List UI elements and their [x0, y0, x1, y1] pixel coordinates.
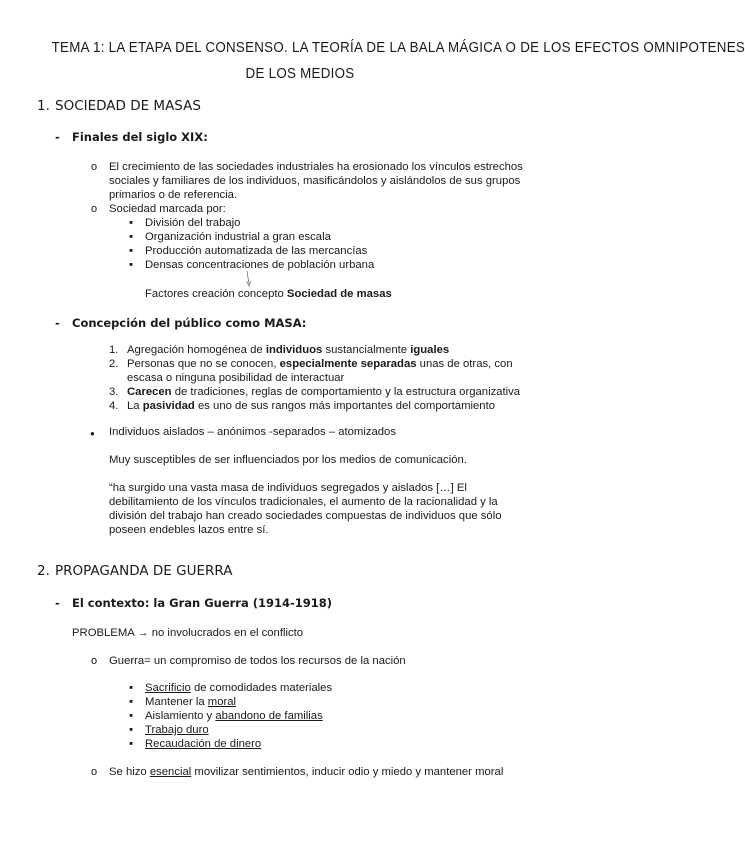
quote-line: poseen endebles lazos entre sí. [109, 524, 269, 536]
problema-line: PROBLEMA → no involucrados en el conflicto [72, 627, 304, 639]
numbered-marker: 4. [109, 400, 119, 412]
quote-line: división del trabajo han creado sociedades compuestas de individuos que sólo [109, 510, 502, 522]
subsection-heading-contexto: El contexto: la Gran Guerra (1914-1918) [72, 596, 333, 610]
square-bullet-icon: ▪ [129, 724, 134, 736]
individuos-aislados: Individuos aislados – anónimos -separados – atomizados [109, 426, 396, 438]
numbered-item-continuation: escasa o ninguna posibilidad de interactuar [127, 372, 345, 384]
subsection-dash: - [55, 596, 60, 610]
section-2-number: 2. [37, 563, 50, 579]
susceptibles-text: Muy susceptibles de ser influenciados por los medios de comunicación. [109, 454, 467, 466]
subsection-heading-masa: Concepción del público como MASA: [72, 316, 307, 330]
paragraph-line: El crecimiento de las sociedades industriales ha erosionado los vínculos estrechos [109, 161, 523, 173]
square-bullet-icon: ▪ [129, 259, 134, 271]
section-1-heading: SOCIEDAD DE MASAS [55, 98, 201, 114]
list-item: Mantener la moral [145, 696, 237, 708]
factores-prefix: Factores creación concepto [145, 288, 287, 300]
section-1-number: 1. [37, 98, 50, 114]
subsection-dash: - [55, 316, 60, 330]
factores-bold: Sociedad de masas [286, 288, 392, 300]
circle-bullet-marker: o [91, 203, 98, 215]
circle-bullet-marker: o [91, 766, 98, 778]
list-item: Sacrificio de comodidades materiales [145, 682, 333, 694]
list-item: Densas concentraciones de población urbana [145, 259, 375, 271]
subsection-dash: - [55, 130, 60, 144]
list-item: Aislamiento y abandono de familias [145, 710, 323, 722]
square-bullet-icon: ▪ [129, 245, 134, 257]
square-bullet-icon: ▪ [129, 738, 134, 750]
quote-line: “ha surgido una vasta masa de individuos segregados y aislados […] El [109, 482, 467, 494]
circle-bullet-marker: o [91, 655, 98, 667]
list-item: División del trabajo [145, 217, 241, 229]
numbered-item: Carecen de tradiciones, reglas de comportamiento y la estructura organizativa [127, 386, 521, 398]
document-title-line-2: DE LOS MEDIOS [245, 66, 355, 82]
numbered-marker: 3. [109, 386, 119, 398]
square-bullet-icon: ▪ [129, 231, 134, 243]
quote-line: debilitamiento de los vínculos tradicionales, el aumento de la racionalidad y la [109, 496, 498, 508]
factores-line [145, 287, 392, 301]
list-item: Producción automatizada de las mercancías [145, 245, 368, 257]
paragraph-line: primarios o de referencia. [109, 189, 238, 201]
numbered-marker: 2. [109, 358, 119, 370]
list-item: Organización industrial a gran escala [145, 231, 331, 243]
circle-bullet-marker: o [91, 161, 98, 173]
paragraph-line: sociales y familiares de los individuos, masificándolos y aislándolos de sus grupos [109, 175, 521, 187]
square-bullet-icon: ▪ [129, 682, 134, 694]
section-2-heading: PROPAGANDA DE GUERRA [55, 563, 233, 579]
guerra-definition: Guerra= un compromiso de todos los recursos de la nación [109, 655, 406, 667]
numbered-item: Personas que no se conocen, especialmente separadas unas de otras, con [127, 358, 513, 370]
numbered-item: La pasividad es uno de sus rangos más importantes del comportamiento [127, 400, 495, 412]
movilizar-line: Se hizo esencial movilizar sentimientos, inducir odio y miedo y mantener moral [109, 766, 504, 778]
sociedad-marcada-label: Sociedad marcada por: [109, 203, 226, 215]
document-title-line-1: TEMA 1: LA ETAPA DEL CONSENSO. LA TEORÍA DE LA BALA MÁGICA O DE LOS EFECTOS OMNIPOTENES [51, 40, 745, 56]
subsection-heading-finales: Finales del siglo XIX: [72, 130, 208, 144]
square-bullet-icon: ▪ [129, 710, 134, 722]
square-bullet-icon: ▪ [129, 217, 134, 229]
numbered-marker: 1. [109, 344, 119, 356]
list-item: Trabajo duro [145, 724, 209, 736]
round-bullet-marker: ● [90, 429, 95, 438]
square-bullet-icon: ▪ [129, 696, 134, 708]
numbered-item: Agregación homogénea de individuos sustancialmente iguales [127, 344, 450, 356]
list-item: Recaudación de dinero [145, 738, 262, 750]
